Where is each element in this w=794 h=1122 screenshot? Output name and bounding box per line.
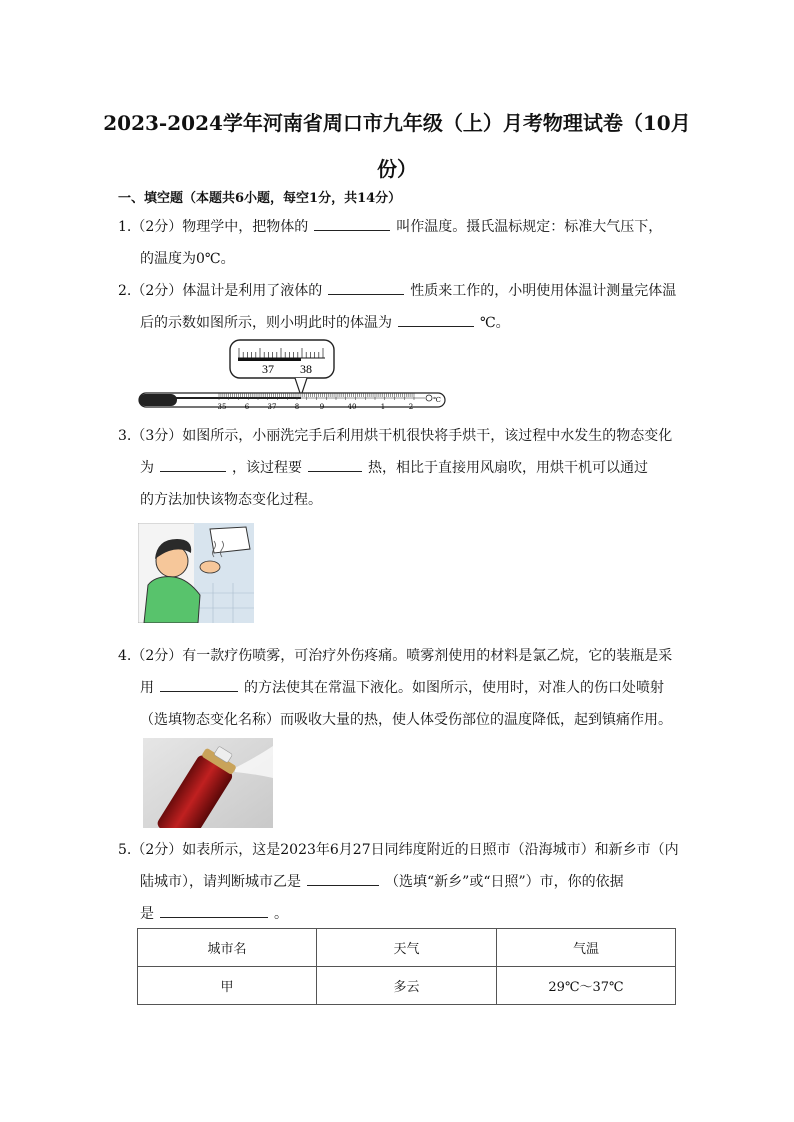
table-cell: 甲 (138, 967, 317, 1005)
q2-text-b: 性质来工作的，小明使用体温计测量完体温 (410, 283, 677, 299)
q5-blank-1[interactable] (307, 867, 379, 886)
q1-blank-1[interactable] (314, 212, 390, 231)
q1-text-b: 叫作温度。摄氏温标规定：标准大气压下， (396, 219, 663, 235)
q5-text-c: （选填“新乡”或“日照”）市，你的依据 (385, 874, 624, 890)
title-line-2: 份） (377, 157, 417, 181)
q3-text-b: 为 (140, 460, 154, 476)
scale-label: 40 (347, 403, 357, 411)
q5-blank-2[interactable] (160, 899, 268, 918)
exam-title (100, 100, 694, 192)
thermometer-bulb (139, 394, 177, 406)
section-heading: 一、填空题（本题共6小题，每空1分，共14分） (118, 191, 402, 206)
q4-text-c: 的方法使其在常温下液化。如图所示，使用时，对准人的伤口处喷射 (244, 680, 664, 696)
zoom-label-left: 37 (262, 362, 274, 376)
q3-text-d: 热，相比于直接用风扇吹，用烘干机可以通过 (368, 460, 648, 476)
q4-blank-1[interactable] (160, 673, 238, 692)
scale-label: 8 (294, 403, 300, 411)
q2-text-a: 2.（2分）体温计是利用了液体的 (118, 283, 323, 299)
q2-blank-2[interactable] (398, 308, 474, 327)
question-1 (118, 211, 678, 275)
spray-can-photo (143, 738, 273, 828)
question-5 (118, 834, 678, 930)
scale-label: 6 (244, 403, 250, 411)
thermometer-body (139, 393, 445, 407)
q3-text-e: 的方法加快该物态变化过程。 (140, 492, 322, 508)
table-header-cell: 气温 (497, 929, 676, 967)
q2-text-c: 后的示数如图所示，则小明此时的体温为 (140, 315, 392, 331)
q3-blank-1[interactable] (160, 453, 226, 472)
dryer-unit (210, 527, 250, 553)
q4-text-a: 4.（2分）有一款疗伤喷雾，可治疗外伤疼痛。喷雾剂使用的材料是氯乙烷，它的装瓶是采 (118, 648, 673, 664)
q3-text-c: ，该过程要 (232, 460, 302, 476)
hand-dryer-illustration (138, 523, 254, 623)
weather-table (137, 928, 676, 1005)
table-header-cell: 天气 (317, 929, 497, 967)
question-2 (118, 275, 678, 339)
table-cell: 多云 (317, 967, 497, 1005)
q4-text-b: 用 (140, 680, 154, 696)
q3-text-a: 3.（3分）如图所示，小丽洗完手后利用烘干机很快将手烘干，该过程中水发生的物态变化 (118, 428, 673, 444)
thermometer-figure (135, 338, 450, 418)
q2-blank-1[interactable] (328, 276, 404, 295)
q5-text-a: 5.（2分）如表所示，这是2023年6月27日同纬度附近的日照市（沿海城市）和新乡市（内 (118, 842, 679, 858)
scale-label: 1 (380, 403, 386, 411)
q1-text-c: 的温度为0℃。 (140, 251, 235, 267)
zoom-label-right: 38 (300, 362, 312, 376)
unit-label: ℃ (433, 396, 441, 404)
q5-text-b: 陆城市），请判断城市乙是 (140, 874, 301, 890)
question-4 (118, 640, 678, 736)
scale-label: 37 (267, 403, 277, 411)
scale-label: 9 (319, 403, 325, 411)
hands (200, 561, 220, 573)
q3-blank-2[interactable] (308, 453, 362, 472)
table-cell: 29℃～37℃ (497, 967, 676, 1005)
question-3 (118, 420, 678, 516)
scale-label: 35 (217, 403, 227, 411)
q4-text-d: （选填物态变化名称）而吸收大量的热，使人体受伤部位的温度降低，起到镇痛作用。 (140, 712, 672, 728)
table-header-row (138, 929, 676, 967)
q5-text-d: 是 (140, 906, 154, 922)
scale-label: 2 (408, 403, 414, 411)
q1-text-a: 1.（2分）物理学中，把物体的 (118, 219, 309, 235)
table-header-cell: 城市名 (138, 929, 317, 967)
title-line-1: 2023-2024学年河南省周口市九年级（上）月考物理试卷（10月 (103, 111, 691, 135)
q2-text-d: ℃。 (480, 315, 510, 331)
scale-ticks (219, 393, 414, 400)
table-row (138, 967, 676, 1005)
q5-text-e: 。 (274, 906, 288, 922)
